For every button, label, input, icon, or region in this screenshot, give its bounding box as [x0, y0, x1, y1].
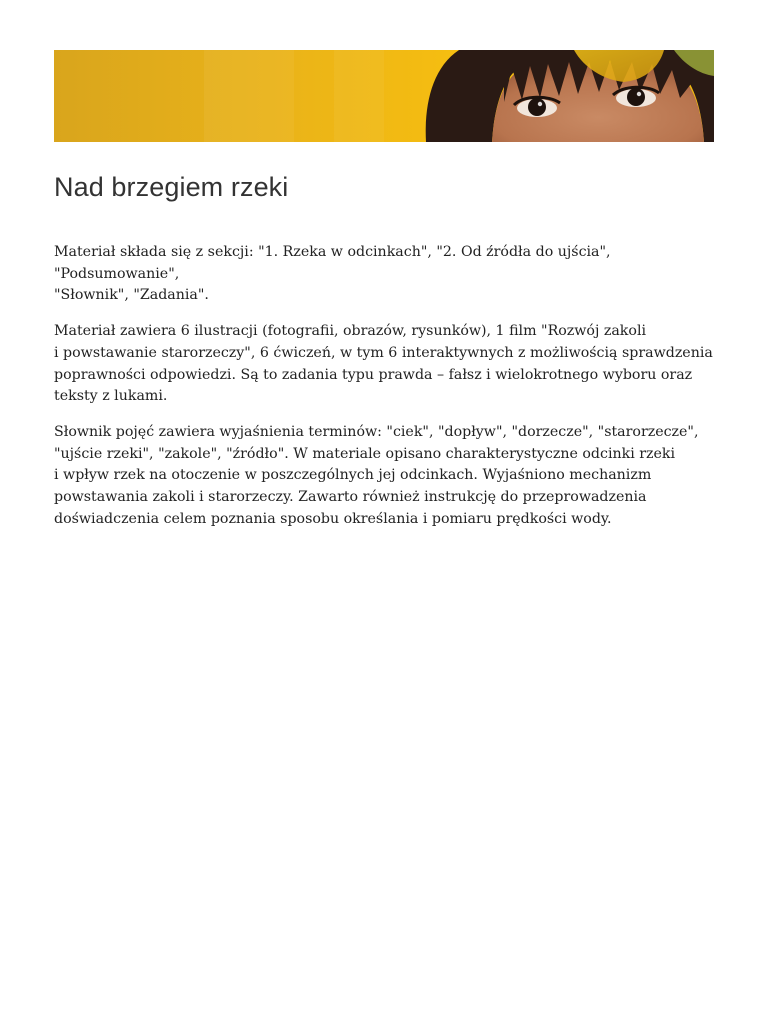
- text-line: Materiał zawiera 6 ilustracji (fotografii, obrazów, rysunków), 1 film "Rozwój zakoli: [54, 323, 647, 340]
- text-line: poprawności odpowiedzi. Są to zadania typu prawda – fałsz i wielokrotnego wyboru oraz: [54, 366, 693, 383]
- header-banner-image: [54, 50, 714, 142]
- text-line: "ujście rzeki", "zakole", "źródło". W materiale opisano charakterystyczne odcinki rzeki: [54, 445, 676, 462]
- text-line: Materiał składa się z sekcji: "1. Rzeka w odcinkach", "2. Od źródła do ujścia", "Podsumowanie",: [54, 244, 611, 282]
- paragraph-glossary: [54, 422, 720, 531]
- text-line: "Słownik", "Zadania".: [54, 287, 209, 304]
- page-title: Nad brzegiem rzeki: [54, 172, 289, 202]
- text-line: teksty z lukami.: [54, 388, 168, 405]
- text-line: i wpływ rzek na otoczenie w poszczególnych jej odcinkach. Wyjaśniono mechanizm: [54, 467, 652, 484]
- description-text: [54, 242, 720, 544]
- paragraph-contents: [54, 321, 720, 408]
- paragraph-sections: [54, 242, 720, 307]
- text-line: i powstawanie starorzeczy", 6 ćwiczeń, w tym 6 interaktywnych z możliwością sprawdzenia: [54, 344, 713, 361]
- text-line: Słownik pojęć zawiera wyjaśnienia terminów: "ciek", "dopływ", "dorzecze", "starorzecze",: [54, 423, 699, 440]
- text-line: powstawania zakoli i starorzeczy. Zawarto również instrukcję do przeprowadzenia: [54, 489, 647, 506]
- text-line: doświadczenia celem poznania sposobu określania i pomiaru prędkości wody.: [54, 510, 612, 527]
